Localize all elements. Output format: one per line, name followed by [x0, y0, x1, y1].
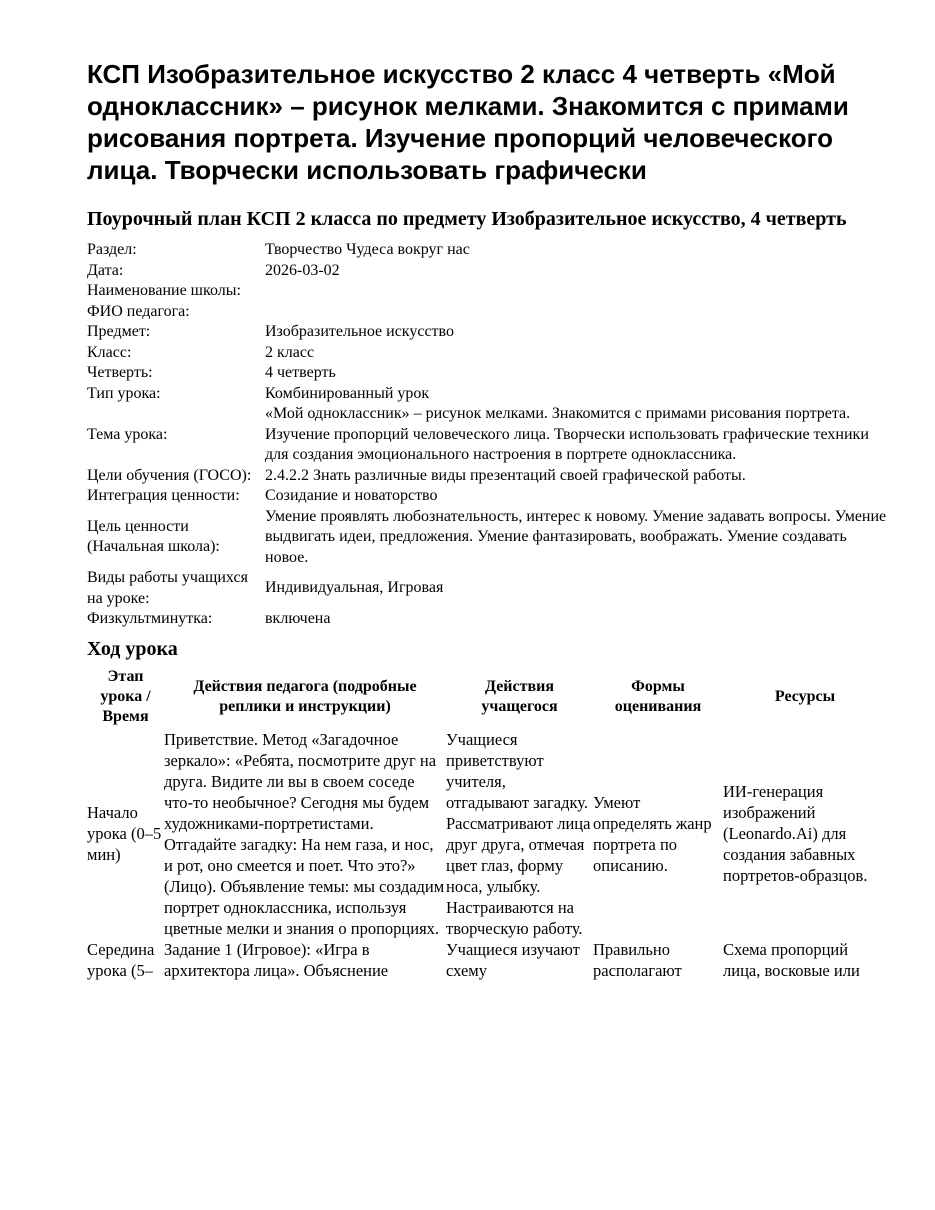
info-row: [87, 281, 887, 302]
cell-assessment: Правильно располагают: [593, 939, 682, 980]
info-row: [87, 609, 887, 630]
info-row: [87, 363, 887, 384]
info-value: 4 четверть: [265, 364, 336, 381]
info-row: [87, 466, 887, 487]
cell-stage: Середина урока (5–: [87, 939, 155, 980]
info-value: Творчество Чудеса вокруг нас: [265, 241, 470, 258]
header-student-actions: Действия учащегося: [481, 677, 558, 715]
cell-resources: Схема пропорций лица, восковые или: [723, 939, 860, 980]
info-row: [87, 384, 887, 405]
info-value: Комбинированный урок: [265, 384, 430, 402]
cell-student-actions: Учащиеся изучают схему: [446, 939, 580, 980]
lesson-plan-table: [87, 665, 887, 981]
info-value: 2026-03-02: [265, 261, 340, 279]
info-value: включена: [265, 610, 331, 627]
info-label: Тема урока:: [87, 425, 168, 443]
header-resources: Ресурсы: [774, 687, 836, 705]
info-label: Физкультминутка:: [87, 610, 213, 627]
info-label: Класс:: [87, 343, 132, 361]
info-value: [265, 281, 887, 302]
info-label: Наименование школы:: [87, 282, 241, 299]
lesson-info-table: [87, 240, 887, 630]
info-value: [265, 302, 887, 323]
document-title: КСП Изобразительное искусство 2 класс 4 четверть «Мой одноклассник» – рисунок мелками. Знакомится с примами рисования портрета. Изучение пропорций человеческого лица. Творчески использовать графически: [87, 59, 849, 185]
lesson-table-header-row: [87, 665, 887, 729]
info-value: 2 класс: [265, 343, 315, 361]
cell-student-actions: Учащиеся приветствуют учителя, отгадывают загадку. Рассматривают лица друг друга, отмечая цвет глаз, форму носа, улыбку. Настраиваются на творческую работу.: [446, 729, 591, 938]
document-page: [87, 58, 887, 981]
info-row: [87, 261, 887, 282]
cell-resources: ИИ-генерация изображений (Leonardo.Ai) для создания забавных портретов-образцов.: [723, 782, 868, 885]
info-row: [87, 302, 887, 323]
info-row: [87, 240, 887, 261]
info-row: [87, 568, 887, 609]
info-row: [87, 486, 887, 507]
lesson-progress-heading: Ход урока: [87, 637, 178, 660]
info-row: [87, 343, 887, 364]
info-value: Созидание и новаторство: [265, 487, 438, 504]
info-value: Умение проявлять любознательность, интерес к новому. Умение задавать вопросы. Умение выдвигать идеи, предложения. Умение фантазировать, воображать. Умение создавать новое.: [265, 507, 887, 566]
document-subtitle: Поурочный план КСП 2 класса по предмету Изобразительное искусство, 4 четверть: [87, 208, 847, 230]
header-teacher-actions: Действия педагога (подробные реплики и инструкции): [193, 677, 417, 715]
cell-stage: Начало урока (0–5 мин): [87, 803, 162, 864]
info-row: [87, 322, 887, 343]
info-label: Предмет:: [87, 323, 151, 340]
header-assessment: Формы оценивания: [614, 677, 702, 715]
info-label: Интеграция ценности:: [87, 487, 240, 504]
header-stage: Этап урока / Время: [100, 667, 151, 725]
table-row: [87, 729, 887, 939]
info-label: Цели обучения (ГОСО):: [87, 466, 252, 484]
info-label: Раздел:: [87, 241, 137, 258]
cell-assessment: Умеют определять жанр портрета по описанию.: [593, 792, 712, 875]
info-value: Изобразительное искусство: [265, 323, 454, 340]
info-row: [87, 404, 887, 466]
info-label: Цель ценности (Начальная школа):: [87, 517, 220, 556]
cell-teacher-actions: Приветствие. Метод «Загадочное зеркало»: «Ребята, посмотрите друг на друга. Видите ли вы в своем соседе что-то необычное? Сегодня мы будем художниками-портретистами. Отгадайте загадку: На нем газа, и нос, и рот, оно смеется и поет. Что это?» (Лицо). Объявление темы: мы создадим портрет одноклассника, используя цветные мелки и знания о пропорциях.: [164, 729, 445, 938]
table-row: [87, 939, 887, 981]
info-value: Индивидуальная, Игровая: [265, 579, 444, 597]
info-row: [87, 507, 887, 569]
info-label: Четверть:: [87, 364, 153, 381]
info-label: Тип урока:: [87, 384, 161, 402]
info-value: 2.4.2.2 Знать различные виды презентаций своей графической работы.: [265, 466, 746, 484]
info-value: «Мой одноклассник» – рисунок мелками. Знакомится с примами рисования портрета. Изучение пропорций человеческого лица. Творчески использовать графические техники для создания эмоционального настроения в портрете одноклассника.: [265, 405, 869, 463]
info-label: ФИО педагога:: [87, 302, 190, 320]
info-label: Виды работы учащихся на уроке:: [87, 569, 248, 607]
cell-teacher-actions: Задание 1 (Игровое): «Игра в архитектора лица». Объяснение: [164, 939, 389, 980]
info-label: Дата:: [87, 261, 124, 279]
